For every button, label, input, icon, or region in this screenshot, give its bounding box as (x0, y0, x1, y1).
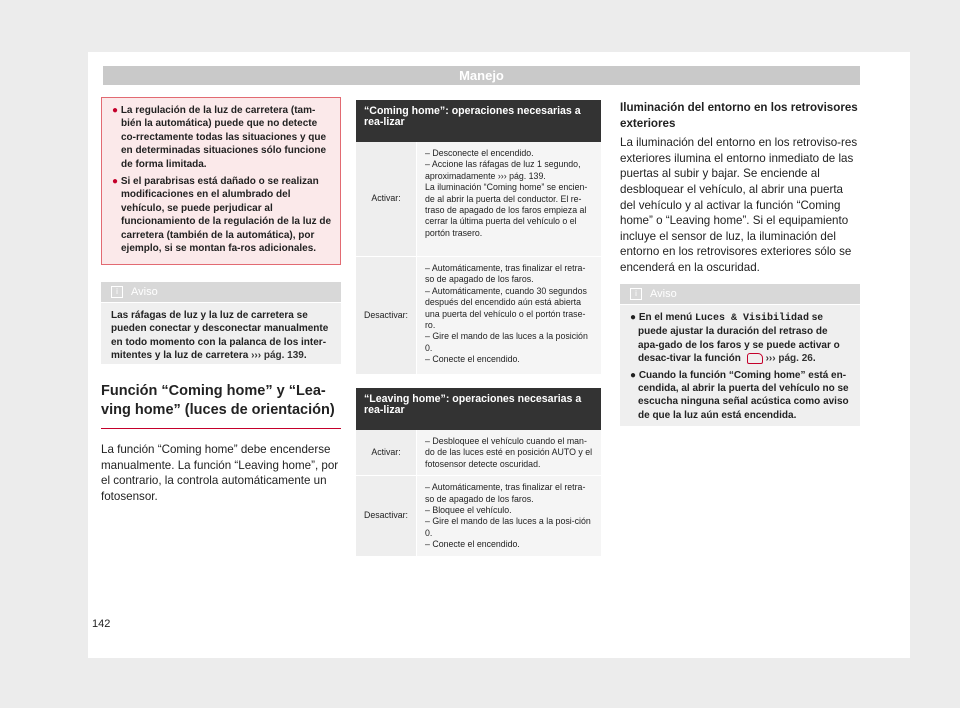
page-header: Manejo (103, 66, 860, 85)
section-title: Función “Coming home” y “Lea-ving home” (luces de orientación) (101, 383, 335, 418)
row-label: Desactivar: (356, 257, 417, 375)
warning-item: ● Si el parabrisas está dañado o se realizan modificaciones en el alumbrado del vehículo, se puede perjudicar al funcionamiento de la regulación de la luz de carretera (también de la automática), por ejemplo, si se montan fa-ros adicionales. (112, 176, 332, 255)
row-label: Desactivar: (356, 476, 417, 556)
mirror-lighting-section (620, 100, 860, 276)
aviso-header: i Aviso (620, 284, 860, 305)
row-label: Activar: (356, 430, 417, 476)
aviso-header: i Aviso (101, 282, 341, 303)
warning-box (101, 97, 341, 265)
table-row (356, 142, 601, 257)
menu-name: Luces & Visibilidad (694, 313, 809, 324)
page-link[interactable]: ››› pág. 139 (251, 350, 304, 362)
row-content: – Automáticamente, tras finalizar el retra-so de apagado de los faros. – Bloquee el vehículo. – Gire el mando de las luces a la posi-ción 0. – Conecte el encendido. (417, 476, 602, 556)
table-row (356, 257, 601, 375)
table-header: “Coming home”: operaciones necesarias a rea-lizar (356, 100, 601, 142)
bullet-icon: ● (112, 105, 121, 116)
table-header: “Leaving home”: operaciones necesarias a rea-lizar (356, 388, 601, 430)
aviso-text: Las ráfagas de luz y la luz de carretera se pueden conectar y desconectar manualmente en todo momento con la palanca de los inter-mitentes y la luz de carretera ››› pág. 139. (111, 310, 329, 362)
info-icon: i (111, 286, 123, 298)
page-link[interactable]: ››› pág. 26 (765, 353, 813, 365)
section-heading: Iluminación del entorno en los retrovisores exteriores (620, 101, 858, 130)
row-content: – Automáticamente, tras finalizar el retra-so de apagado de los faros. – Automáticamente, cuando 30 segundos después del encendido aún está abierta una puerta del vehículo o el portón trase-ro. – Gire el mando de las luces a la posición 0. – Conecte el encendido. (417, 257, 602, 375)
table-row (356, 430, 601, 476)
row-content: – Desconecte el encendido. – Accione las ráfagas de luz 1 segundo, aproximadamente ››› pág. 139. La iluminación “Coming home” se encien-de al abrir la puerta del conductor. El re-traso de apagado de los faros empieza al cerrar la última puerta del vehículo o el portón trasero. (417, 142, 602, 257)
bullet-icon: ● (112, 176, 121, 188)
car-icon (747, 353, 763, 364)
warning-item: ● La regulación de la luz de carretera (tam-bién la automática) puede que no detecte co-rrectamente todas las situaciones y que en determinadas situaciones sólo funcione de forma limitada. (112, 105, 327, 170)
page-number: 142 (92, 618, 111, 630)
title-divider (101, 428, 341, 429)
aviso-box (101, 282, 341, 364)
aviso-item: ● Cuando la función “Coming home” está en-cendida, al abrir la puerta del vehículo no se escucha ninguna señal acústica como aviso de que la luz aún está encendida. (630, 369, 849, 421)
table-row (356, 476, 601, 556)
aviso-text (620, 305, 860, 422)
coming-home-table (356, 100, 601, 375)
aviso-box (620, 284, 860, 426)
aviso-item: ● En el menú Luces & Visibilidad se puede ajustar la duración del retraso de apa-gado de los faros y se puede activar o desac-tivar la función ››› pág. 26. (630, 312, 840, 365)
section-paragraph: La iluminación del entorno en los retroviso-res exteriores ilumina el entorno inmediato de las puertas al subir y bajar. Se enciende al desbloquear el vehículo, al abrir una puerta del vehículo y al activar la función “Coming home” o “Leaving home”. Si el equipamiento incluye el sensor de luz, la iluminación del entorno en los retrovisores exteriores sólo se encenderá en la oscuridad. (620, 136, 858, 274)
row-content: – Desbloquee el vehículo cuando el man-do de las luces esté en posición AUTO y el fotosensor detecte oscuridad. (417, 430, 602, 476)
row-label: Activar: (356, 142, 417, 257)
info-icon: i (630, 288, 642, 300)
section-paragraph: La función “Coming home” debe encenderse manualmente. La función “Leaving home”, por el contrario, la controla automáticamente un fotosensor. (101, 443, 339, 503)
leaving-home-table (356, 388, 601, 557)
